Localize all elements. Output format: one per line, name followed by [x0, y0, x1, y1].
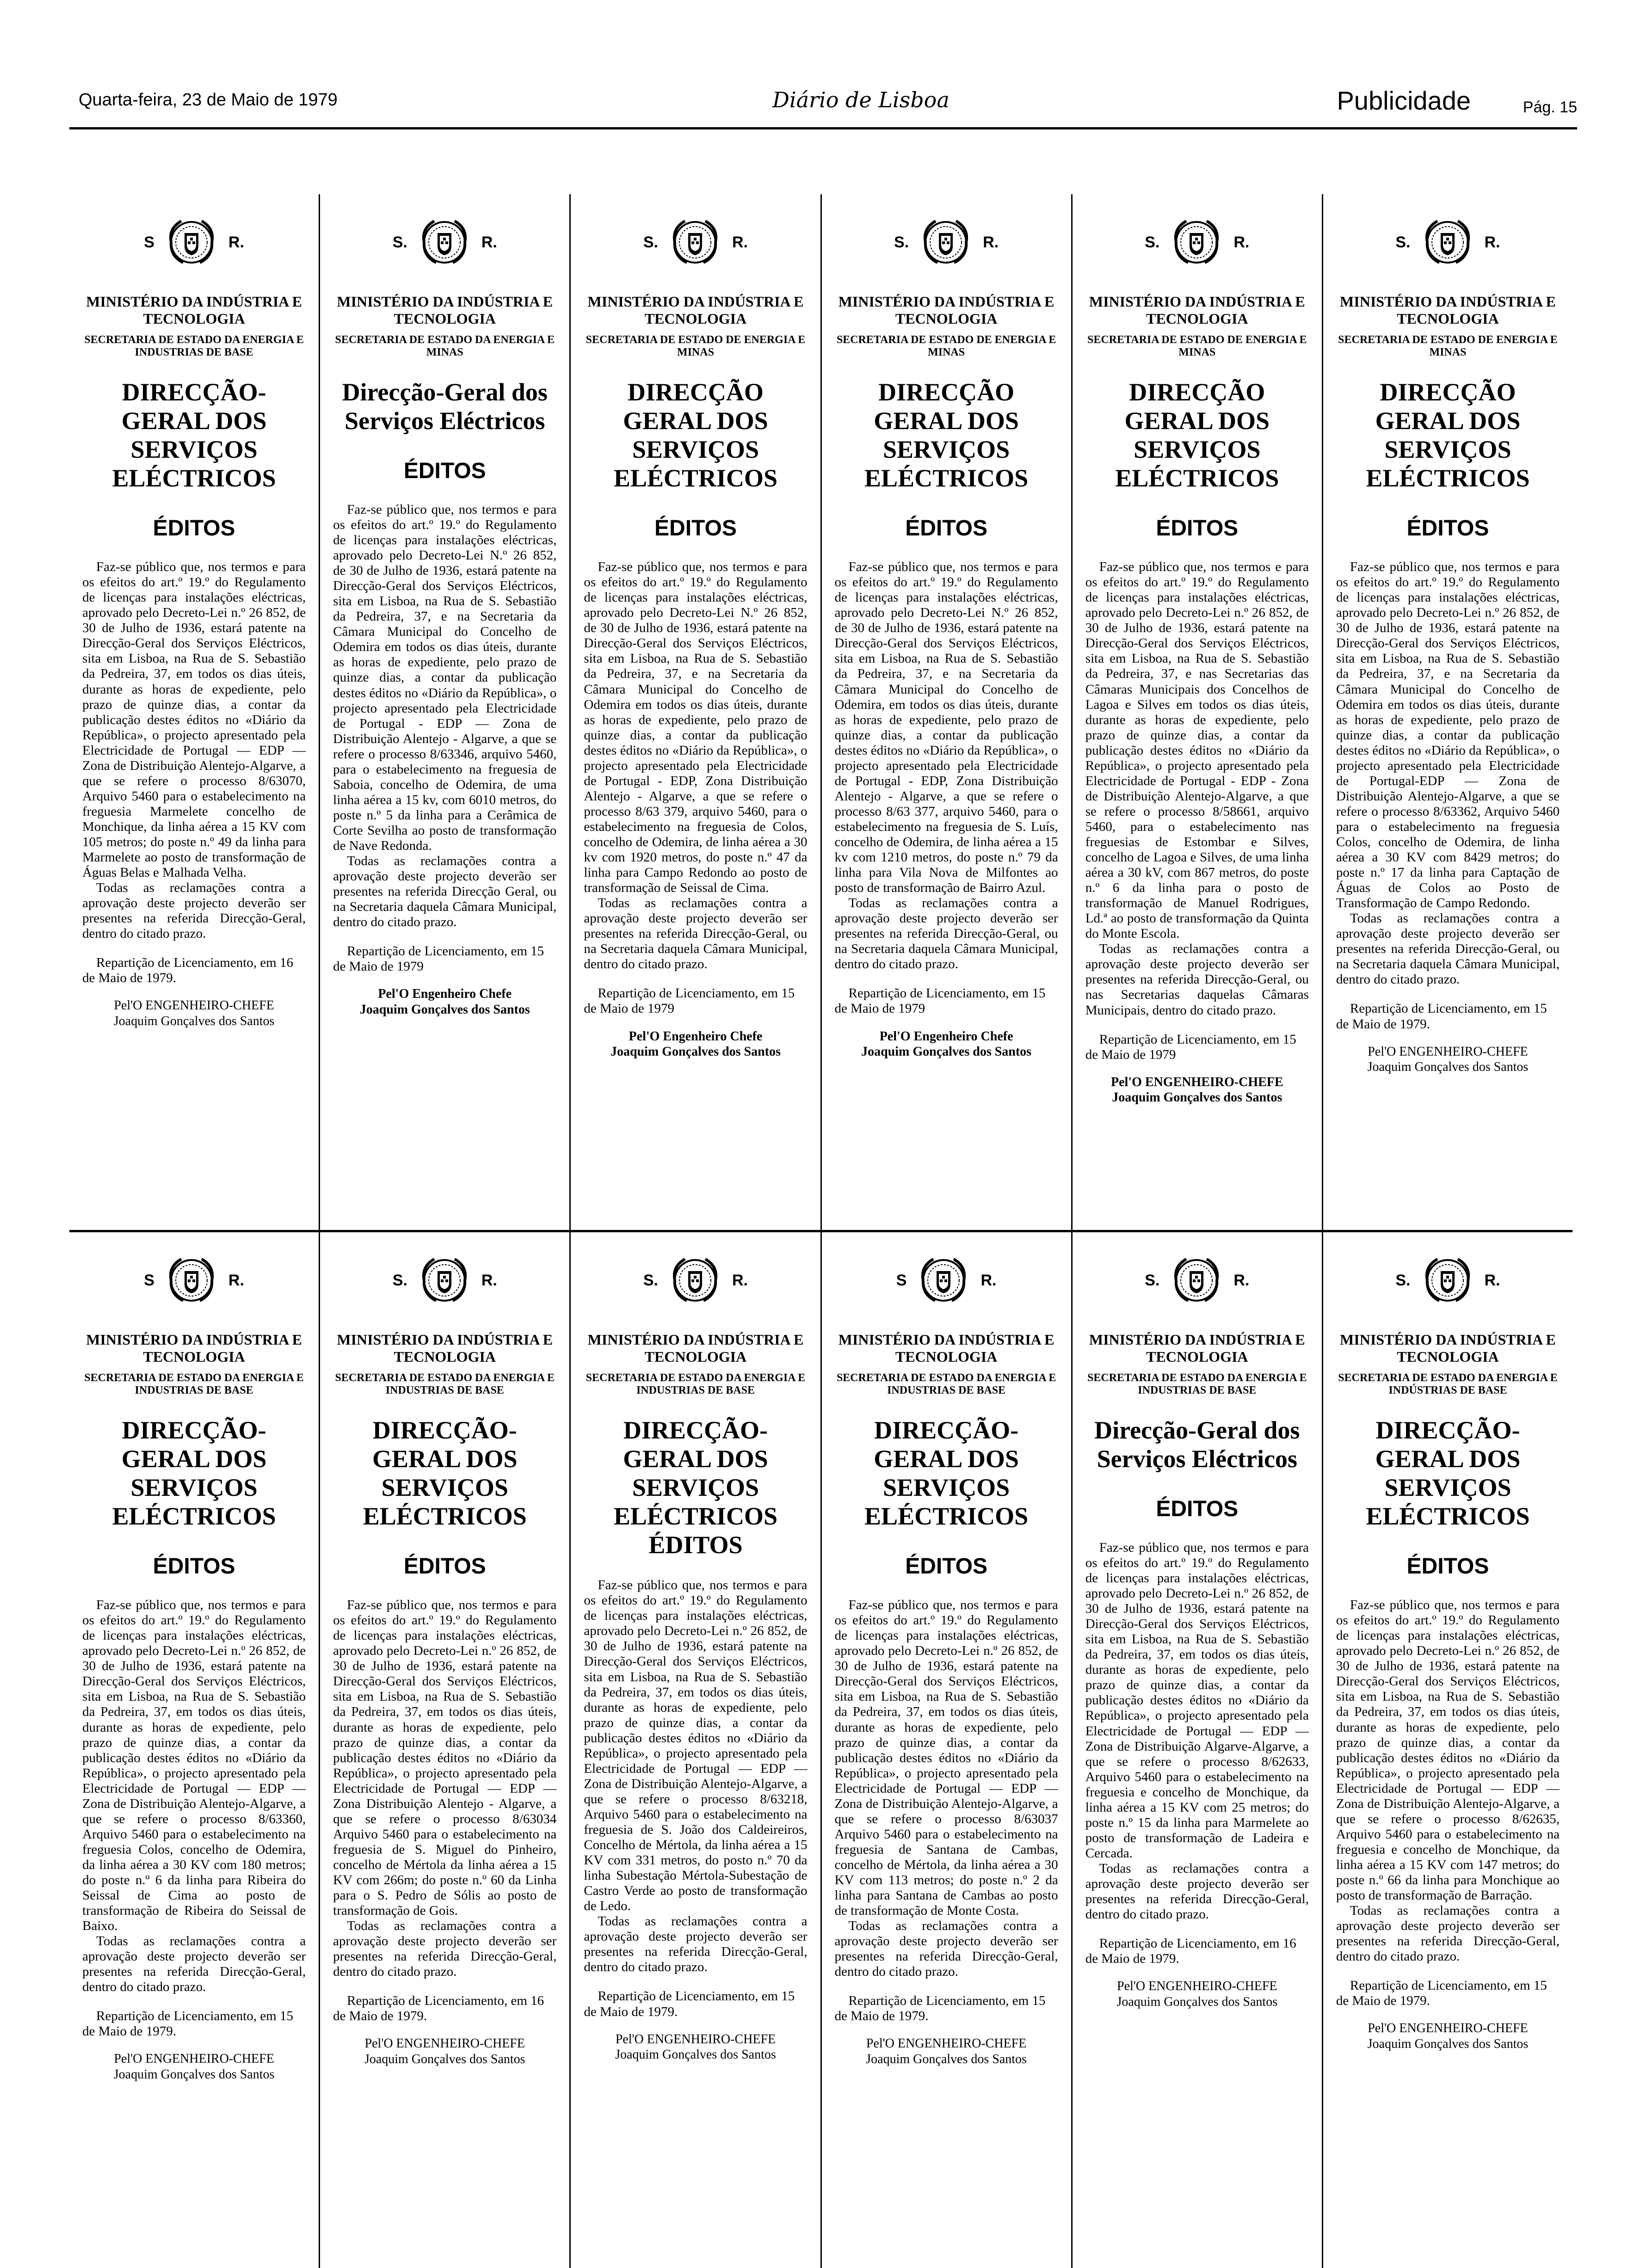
- seal-letter-left: S.: [643, 1271, 658, 1289]
- seal: [82, 1248, 306, 1313]
- signature-name: Joaquim Gonçalves dos Santos: [364, 2052, 525, 2067]
- signature-name: Joaquim Gonçalves dos Santos: [113, 2067, 275, 2082]
- seal-letter-right: R.: [983, 233, 999, 251]
- direccao-heading: DIRECÇÃO-GERAL DOS SERVIÇOS ELÉCTRICOS: [864, 1416, 1029, 1530]
- seal-letter-right: R.: [732, 233, 748, 251]
- reparticao-date: Repartição de Licenciamento, em 15 de Maio de 1979: [834, 986, 1046, 1016]
- reparticao-date: Repartição de Licenciamento, em 15 de Maio de 1979.: [1336, 1001, 1547, 1032]
- notice-column: [319, 1232, 569, 2268]
- notice-paragraph: Todas as reclamações contra a aprovação deste projecto deverão ser presentes na referida Direcção-Geral, dentro do citado prazo.: [1336, 1903, 1560, 1964]
- direccao-heading: Direcção-Geral dos Serviços Eléctricos: [1094, 1416, 1300, 1473]
- reparticao-date: Repartição de Licenciamento, em 15 de Maio de 1979.: [82, 2009, 293, 2039]
- coat-of-arms-icon: [667, 215, 723, 270]
- coat-of-arms-icon: [417, 215, 472, 270]
- secretaria-name: SECRETARIA DE ESTADO DE ENERGIA E MINAS: [1087, 333, 1307, 359]
- direccao-heading: DIRECÇÃO GERAL DOS SERVIÇOS ELÉCTRICOS: [1115, 378, 1279, 492]
- notice-paragraph: Faz-se público que, nos termos e para os efeitos do art.º 19.º do Regulamento de licenças para instalações eléctricas, aprovado pelo Decreto-Lei n.º 26 852, de 30 de Julho de 1936, estará patente na Direcção-Geral dos Serviços Eléctricos, sita em Lisboa, na Rua de S. Sebastião da Pedreira, 37, em todos os dias úteis, durante as horas de expediente, pelo prazo de quinze dias, a contar da publicação destes éditos no «Diário da República», o projecto apresentado pela Electricidade de Portugal — EDP — Zona de Distribuição Algarve-Algarve, a que se refere o processo 8/62633, Arquivo 5460 para o estabelecimento na freguesia e concelho de Monchique, da linha aérea a 15 KV com 25 metros; do poste n.º 15 da linha para Marmelete ao posto de transformação de Ladeira e Cercada.: [1085, 1540, 1309, 1861]
- page-number: Pág. 15: [1523, 98, 1577, 116]
- reparticao-date: Repartição de Licenciamento, em 15 de Maio de 1979: [584, 986, 795, 1016]
- notice-paragraph: Todas as reclamações contra a aprovação deste projecto deverão ser presentes na referida Direcção-Geral, dentro do citado prazo.: [584, 1914, 808, 1975]
- notice-paragraph: Faz-se público que, nos termos e para os efeitos do art.º 19.º do Regulamento de licenças para instalações eléctricas, aprovado pelo Decreto-Lei N.º 26 852, de 30 de Julho de 1936, estará patente na Direcção-Geral dos Serviços Eléctricos, sita em Lisboa, na Rua de S. Sebastião da Pedreira, 37, e na Secretaria da Câmara Municipal do Concelho de Odemira em todos os dias úteis, durante as horas de expediente, pelo prazo de quinze dias, a contar da publicação destes éditos no «Diário da República», o projecto apresentado pela Electricidade de Portugal - EDP, Zona Distribuição Alentejo - Algarve, a que se refere o processo 8/63 379, arquivo 5460, para o estabelecimento na freguesia de Colos, concelho de Odemira, de linha aérea a 30 kv com 1920 metros, do poste n.º 47 da linha para Campo Redondo ao posto de transformação de Seissal de Cima.: [584, 559, 808, 896]
- editos-heading: ÉDITOS: [654, 516, 737, 541]
- issue-date: Quarta-feira, 23 de Maio de 1979: [79, 90, 338, 110]
- notice-paragraph: Faz-se público que, nos termos e para os efeitos do art.º 19.º do Regulamento de licenças para instalações eléctricas, aprovado pelo Decreto-Lei n.º 26 852, de 30 de Julho de 1936, estará patente na Direcção-Geral dos Serviços Eléctricos, sita em Lisboa, na Rua de S. Sebastião da Pedreira, 37, em todos os dias úteis, durante as horas de expediente, pelo prazo de quinze dias, a contar da publicação destes éditos no «Diário da República», o projecto apresentado pela Electricidade de Portugal — EDP — Zona de Distribuição Alentejo-Algarve, a que se refere o processo 8/63037 Arquivo 5460 para o estabelecimento na freguesia de Santana de Cambas, concelho de Mértola, da linha aérea a 30 KV com 113 metros; do poste n.º 2 da linha para Santana de Cambas ao posto de transformação de Monte Costa.: [834, 1598, 1058, 1918]
- notice-body: [584, 1578, 807, 1975]
- coat-of-arms-icon: [164, 1253, 219, 1308]
- notice-paragraph: Todas as reclamações contra a aprovação deste projecto deverão ser presentes na referida Direcção-Geral, dentro do citado prazo.: [333, 1918, 557, 1979]
- notice-body: [1336, 1598, 1560, 1964]
- secretaria-name: SECRETARIA DE ESTADO DE ENERGIA E MINAS: [836, 333, 1056, 359]
- seal-letter-left: S.: [392, 233, 407, 251]
- ministry-name: MINISTÉRIO DA INDÚSTRIA E TECNOLOGIA: [1089, 1331, 1305, 1365]
- seal: [333, 210, 556, 275]
- secretaria-name: SECRETARIA DE ESTADO DA ENERGIA E MINAS: [335, 333, 555, 359]
- ministry-name: MINISTÉRIO DA INDÚSTRIA E TECNOLOGIA: [838, 1331, 1054, 1365]
- seal-letter-left: S: [144, 233, 154, 251]
- signature-title: Pel'O ENGENHEIRO-CHEFE: [114, 998, 274, 1013]
- notice-paragraph: Faz-se público que, nos termos e para os efeitos do art.º 19.º do Regulamento de licenças para instalações eléctricas, aprovado pelo Decreto-Lei N.º 26 852, de 30 de Julho de 1936, estará patente na Direcção-Geral dos Serviços Eléctricos, sita em Lisboa, na Rua de S. Sebastião da Pedreira, 37, e na Secretaria da Câmara Municipal do Concelho de Odemira, em todos os dias úteis, durante as horas de expediente, pelo prazo de quinze dias, a contar da publicação destes éditos no «Diário da República», o projecto apresentado pela Electricidade de Portugal - EDP, Zona Distribuição Alentejo - Algarve, a que se refere o processo 8/63 377, arquivo 5460, para o estabelecimento na freguesia de S. Luís, concelho de Odemira, de linha aérea a 15 kv com 1210 metros, do poste n.º 79 da linha para Vila Nova de Milfontes ao posto de transformação de Bairro Azul.: [834, 559, 1058, 896]
- signature-name: Joaquim Gonçalves dos Santos: [866, 2052, 1027, 2067]
- seal-letter-left: S.: [1395, 1271, 1411, 1289]
- signature: [1085, 1075, 1309, 1106]
- editos-heading: ÉDITOS: [403, 458, 486, 483]
- reparticao-date: Repartição de Licenciamento, em 15 de Maio de 1979.: [584, 1989, 795, 2019]
- notice-paragraph: Faz-se público que, nos termos e para os efeitos do art.º 19.º do Regulamento de licenças para instalações eléctricas, aprovado pelo Decreto-Lei n.º 26 852, de 30 de Julho de 1936, estará patente na Direcção-Geral dos Serviços Eléctricos, sita em Lisboa, na Rua de S. Sebastião da Pedreira, 37, em todos os dias úteis, durante as horas de expediente, pelo prazo de quinze dias, a contar da publicação destes éditos no «Diário da República», o projecto apresentado pela Electricidade de Portugal — EDP — Zona de Distribuição Alentejo-Algarve, a que se refere o processo 8/63070, Arquivo 5460 para o estabelecimento na freguesia Marmelete concelho de Monchique, da linha aérea a 15 KV com 105 metros; do poste n.º 49 da linha para Marmelete ao posto de transformação de Águas Belas e Malhada Velha.: [82, 559, 306, 880]
- signature-title: Pel'O ENGENHEIRO-CHEFE: [1368, 2021, 1528, 2036]
- notice-column: [1322, 1232, 1572, 2268]
- signature-name: Joaquim Gonçalves dos Santos: [1367, 1060, 1529, 1075]
- notice-paragraph: Faz-se público que, nos termos e para os efeitos do art.º 19.º do Regulamento de licenças para instalações eléctricas, aprovado pelo Decreto-Lei n.º 26 852, de 30 de Julho de 1936, estará patente na Direcção-Geral dos Serviços Eléctricos, sita em Lisboa, na Rua de S. Sebastião da Pedreira, 37, e na Secretaria da Câmara Municipal do Concelho de Odemira em todos os dias úteis, durante as horas de expediente, pelo prazo de quinze dias, a contar da publicação destes éditos no «Diário da República», o projecto apresentado pela Electricidade de Portugal-EDP — Zona de Distribuição Alentejo-Algarve, a que se refere o processo 8/63362, Arquivo 5460 para o estabelecimento na freguesia Colos, concelho de Odemira, de linha aérea a 30 KV com 8429 metros; do poste n.º 17 da linha para Captação de Águas de Colos ao Posto de Transformação de Campo Redondo.: [1336, 559, 1560, 911]
- seal: [835, 1248, 1058, 1313]
- notice-body: [82, 559, 306, 941]
- seal: [835, 210, 1058, 275]
- editos-heading: ÉDITOS: [153, 516, 235, 541]
- notice-paragraph: Faz-se público que, nos termos e para os efeitos do art.º 19.º do Regulamento de licenças para instalações eléctricas, aprovado pelo Decreto-Lei n.º 26 852, de 30 de Julho de 1936, estará patente na Direcção-Geral dos Serviços Eléctricos, sita em Lisboa, na Rua de S. Sebastião da Pedreira, 37, e nas Secretarias das Câmaras Municipais dos Concelhos de Lagoa e Silves em todos os dias úteis, durante as horas de expediente, pelo prazo de quinze dias, a contar da publicação destes éditos no «Diário da República», o projecto apresentado pela Electricidade de Portugal - EDP - Zona de Distribuição Alentejo-Algarve, a que se refere o processo 8/58661, arquivo 5460, para o estabelecimento nas freguesias de Estombar e Silves, concelho de Lagoa e Silves, de uma linha aérea a 30 kV, com 867 metros, do poste n.º 6 da linha para o posto de transformação de Manuel Rodrigues, Ld.ª ao posto de transformação da Quinta do Monte Escola.: [1085, 559, 1309, 941]
- seal: [584, 210, 807, 275]
- signature: [333, 986, 556, 1017]
- secretaria-name: SECRETARIA DE ESTADO DA ENERGIA E INDUSTRIAS DE BASE: [84, 333, 304, 359]
- notice-column: [69, 194, 319, 1230]
- secretaria-name: SECRETARIA DE ESTADO DA ENERGIA E INDUSTRIAS DE BASE: [335, 1371, 555, 1397]
- signature: [584, 2032, 807, 2063]
- notice-column: [1322, 194, 1572, 1230]
- seal-letter-right: R.: [1484, 1271, 1500, 1289]
- seal-letter-left: S.: [643, 233, 658, 251]
- ministry-name: MINISTÉRIO DA INDÚSTRIA E TECNOLOGIA: [86, 1331, 302, 1365]
- secretaria-name: SECRETARIA DE ESTADO DA ENERGIA E INDUSTRIAS DE BASE: [836, 1371, 1056, 1397]
- ministry-name: MINISTÉRIO DA INDÚSTRIA E TECNOLOGIA: [337, 1331, 553, 1365]
- signature: [82, 2051, 306, 2082]
- signature-name: Joaquim Gonçalves dos Santos: [359, 1002, 530, 1017]
- editos-heading: ÉDITOS: [1156, 516, 1239, 541]
- seal: [1085, 1248, 1309, 1313]
- direccao-heading: DIRECÇÃO GERAL DOS SERVIÇOS ELÉCTRICOS: [613, 378, 777, 492]
- signature: [1336, 2021, 1560, 2052]
- notice-column: [1071, 1232, 1322, 2268]
- editos-heading: ÉDITOS: [1406, 1554, 1489, 1579]
- coat-of-arms-icon: [417, 1253, 472, 1308]
- coat-of-arms-icon: [1169, 1253, 1224, 1308]
- direccao-heading: DIRECÇÃO GERAL DOS SERVIÇOS ELÉCTRICOS: [1366, 378, 1530, 492]
- notices-grid: [69, 194, 1572, 2268]
- signature-name: Joaquim Gonçalves dos Santos: [861, 1045, 1032, 1059]
- notices-row: [69, 194, 1572, 1230]
- reparticao-date: Repartição de Licenciamento, em 15 de Maio de 1979: [333, 944, 544, 974]
- notice-body: [1085, 559, 1309, 1018]
- direccao-heading: Direcção-Geral dos Serviços Eléctricos: [342, 378, 548, 435]
- seal: [1085, 210, 1309, 275]
- secretaria-name: SECRETARIA DE ESTADO DE ENERGIA E MINAS: [1338, 333, 1558, 359]
- coat-of-arms-icon: [1169, 215, 1224, 270]
- seal: [82, 210, 306, 275]
- notice-column: [820, 194, 1071, 1230]
- signature-title: Pel'O Engenheiro Chefe: [629, 1029, 763, 1044]
- notice-paragraph: Todas as reclamações contra a aprovação deste projecto deverão ser presentes na referida Direcção Geral, ou na Secretaria daquela Câmara Municipal, dentro do citado prazo.: [333, 854, 557, 930]
- direccao-heading: DIRECÇÃO-GERAL DOS SERVIÇOS ELÉCTRICOS: [1366, 1416, 1530, 1530]
- editos-heading: ÉDITOS: [153, 1554, 235, 1579]
- seal-letter-left: S.: [1145, 1271, 1160, 1289]
- notice-paragraph: Todas as reclamações contra a aprovação deste projecto deverão ser presentes na referida Direcção-Geral, ou na Secretaria daquela Câmara Municipal, dentro do citado prazo.: [1336, 911, 1560, 987]
- notice-paragraph: Todas as reclamações contra a aprovação deste projecto deverão ser presentes na referida Direcção-Geral, dentro do citado prazo.: [1085, 1861, 1309, 1922]
- notice-body: [333, 1598, 556, 1979]
- seal-letter-left: S.: [1395, 233, 1411, 251]
- signature-title: Pel'O ENGENHEIRO-CHEFE: [114, 2052, 274, 2066]
- notice-body: [1336, 559, 1560, 987]
- secretaria-name: SECRETARIA DE ESTADO DA ENERGIA E INDÚSTRIAS DE BASE: [1338, 1371, 1558, 1397]
- signature-name: Joaquim Gonçalves dos Santos: [1116, 1994, 1278, 2009]
- coat-of-arms-icon: [667, 1253, 723, 1308]
- direccao-heading: DIRECÇÃO GERAL DOS SERVIÇOS ELÉCTRICOS: [864, 378, 1029, 492]
- seal-letter-right: R.: [1484, 233, 1500, 251]
- reparticao-date: Repartição de Licenciamento, em 15 de Maio de 1979.: [1336, 1978, 1547, 2009]
- signature-name: Joaquim Gonçalves dos Santos: [113, 1014, 275, 1029]
- notice-paragraph: Faz-se público que, nos termos e para os efeitos do art.º 19.º do Regulamento de licenças para instalações eléctricas, aprovado pelo Decreto-Lei n.º 26 852, de 30 de Julho de 1936, estará patente na Direcção-Geral dos Serviços Eléctricos, sita em Lisboa, na Rua de S. Sebastião da Pedreira, 37, em todos os dias úteis, durante as horas de expediente, pelo prazo de quinze dias, a contar da publicação destes éditos no «Diário da República», o projecto apresentado pela Electricidade de Portugal — EDP — Zona Distribuição Alentejo - Algarve, a que se refere o processo 8/63034 Arquivo 5460 para o estabelecimento na freguesia de S. Miguel do Pinheiro, concelho de Mértola da linha aérea a 15 KV com 266m; do poste n.º 60 da Linha para o S. Pedro de Sólis ao posto de transformação de Gois.: [333, 1598, 557, 1918]
- signature-title: Pel'O ENGENHEIRO-CHEFE: [1368, 1044, 1528, 1059]
- notice-column: [69, 1232, 319, 2268]
- reparticao-date: Repartição de Licenciamento, em 16 de Maio de 1979.: [82, 955, 293, 986]
- signature-title: Pel'O Engenheiro Chefe: [879, 1029, 1013, 1044]
- signature-title: Pel'O ENGENHEIRO-CHEFE: [364, 2036, 525, 2051]
- signature: [1085, 1979, 1309, 2010]
- ministry-name: MINISTÉRIO DA INDÚSTRIA E TECNOLOGIA: [86, 293, 302, 327]
- ministry-name: MINISTÉRIO DA INDÚSTRIA E TECNOLOGIA: [587, 293, 804, 327]
- seal: [333, 1248, 556, 1313]
- notice-body: [835, 559, 1058, 972]
- seal-letter-left: S: [144, 1271, 154, 1289]
- coat-of-arms-icon: [916, 1253, 971, 1308]
- ministry-name: MINISTÉRIO DA INDÚSTRIA E TECNOLOGIA: [1340, 293, 1556, 327]
- reparticao-date: Repartição de Licenciamento, em 15 de Maio de 1979: [1085, 1032, 1296, 1062]
- signature: [835, 1029, 1058, 1060]
- notice-body: [82, 1598, 306, 1995]
- signature-name: Joaquim Gonçalves dos Santos: [615, 2047, 776, 2062]
- seal-letter-right: R.: [481, 1271, 497, 1289]
- editos-heading: ÉDITOS: [1406, 516, 1489, 541]
- seal-letter-left: S.: [1145, 233, 1160, 251]
- notice-paragraph: Faz-se público que, nos termos e para os efeitos do art.º 19.º do Regulamento de licenças para instalações eléctricas, aprovado pelo Decreto-Lei n.º 26 852, de 30 de Julho de 1936, estará patente na Direcção-Geral dos Serviços Eléctricos, sita em Lisboa, na Rua de S. Sebastião da Pedreira, 37, em todos os dias úteis, durante as horas de expediente, pelo prazo de quinze dias, a contar da publicação destes éditos no «Diário da República», o projecto apresentado pela Electricidade de Portugal — EDP — Zona de Distribuição Alentejo-Algarve, a que se refere o processo 8/63218, Arquivo 5460 para o estabelecimento na freguesia de S. João dos Caldeireiros, Concelho de Mértola, da linha aérea a 15 KV com 331 metros, do posto n.º 70 da linha Subestação Mértola-Subestação de Castro Verde ao posto de transformação de Ledo.: [584, 1578, 808, 1914]
- secretaria-name: SECRETARIA DE ESTADO DA ENERGIA E INDUSTRIAS DE BASE: [1087, 1371, 1307, 1397]
- seal-letter-left: S: [896, 1271, 907, 1289]
- notice-body: [584, 559, 807, 972]
- notice-paragraph: Todas as reclamações contra a aprovação deste projecto deverão ser presentes na referida Direcção-Geral, dentro do citado prazo.: [82, 1934, 306, 1995]
- notice-paragraph: Faz-se público que, nos termos e para os efeitos do art.º 19.º do Regulamento de licenças para instalações eléctricas, aprovado pelo Decreto-Lei n.º 26 852, de 30 de Julho de 1936, estará patente na Direcção-Geral dos Serviços Eléctricos, sita em Lisboa, na Rua de S. Sebastião da Pedreira, 37, em todos os dias úteis, durante as horas de expediente, pelo prazo de quinze dias, a contar da publicação destes éditos no «Diário da República», o projecto apresentado pela Electricidade de Portugal — EDP — Zona de Distribuição Alentejo-Algarve, a que se refere o processo 8/62635, Arquivo 5460 para o estabelecimento na freguesia e concelho de Monchique, da linha aérea a 15 KV com 147 metros; do poste n.º 66 da linha para Monchique ao posto de transformação de Barração.: [1336, 1598, 1560, 1903]
- seal-letter-right: R.: [228, 233, 244, 251]
- coat-of-arms-icon: [918, 215, 974, 270]
- direccao-heading: DIRECÇÃO-GERAL DOS SERVIÇOS ELÉCTRICOS: [112, 1416, 276, 1530]
- ministry-name: MINISTÉRIO DA INDÚSTRIA E TECNOLOGIA: [337, 293, 553, 327]
- seal-letter-left: S.: [894, 233, 909, 251]
- seal: [584, 1248, 807, 1313]
- signature: [333, 2036, 556, 2067]
- direccao-heading: DIRECÇÃO-GERAL DOS SERVIÇOS ELÉCTRICOS: [363, 1416, 527, 1530]
- secretaria-name: SECRETARIA DE ESTADO DE ENERGIA E MINAS: [586, 333, 806, 359]
- notice-body: [1085, 1540, 1309, 1922]
- signature-title: Pel'O ENGENHEIRO-CHEFE: [1110, 1075, 1283, 1089]
- editos-heading: ÉDITOS: [403, 1554, 486, 1579]
- signature: [1336, 1044, 1560, 1075]
- seal-letter-right: R.: [980, 1271, 997, 1289]
- notice-column: [569, 1232, 820, 2268]
- signature-title: Pel'O ENGENHEIRO-CHEFE: [615, 2032, 776, 2047]
- signature-title: Pel'O Engenheiro Chefe: [378, 987, 512, 1002]
- seal-letter-right: R.: [1233, 1271, 1250, 1289]
- notice-column: [319, 194, 569, 1230]
- newspaper-title: Diário de Lisboa: [772, 87, 950, 112]
- signature: [82, 998, 306, 1029]
- notice-body: [835, 1598, 1058, 1979]
- notice-column: [820, 1232, 1071, 2268]
- notice-paragraph: Todas as reclamações contra a aprovação deste projecto deverão ser presentes na referida Direcção-Geral, dentro do citado prazo.: [82, 880, 306, 941]
- reparticao-date: Repartição de Licenciamento, em 16 de Maio de 1979.: [333, 1993, 544, 2024]
- notice-paragraph: Todas as reclamações contra a aprovação deste projecto deverão ser presentes na referida Direcção-Geral, ou na Secretaria daquela Câmara Municipal, dentro do citado prazo.: [834, 896, 1058, 972]
- seal-letter-right: R.: [732, 1271, 748, 1289]
- secretaria-name: SECRETARIA DE ESTADO DA ENERGIA E INDUSTRIAS DE BASE: [84, 1371, 304, 1397]
- ministry-name: MINISTÉRIO DA INDÚSTRIA E TECNOLOGIA: [1340, 1331, 1556, 1365]
- signature-title: Pel'O ENGENHEIRO-CHEFE: [866, 2036, 1027, 2051]
- notices-row: [69, 1230, 1572, 2268]
- notice-column: [1071, 194, 1322, 1230]
- reparticao-date: Repartição de Licenciamento, em 16 de Maio de 1979.: [1085, 1936, 1296, 1967]
- notice-column: [569, 194, 820, 1230]
- notice-paragraph: Faz-se público que, nos termos e para os efeitos do art.º 19.º do Regulamento de licenças para instalações eléctricas, aprovado pelo Decreto-Lei N.º 26 852, de 30 de Julho de 1936, estará patente na Direcção-Geral dos Serviços Eléctricos, sita em Lisboa, na Rua de S. Sebastião da Pedreira, 37, e na Secretaria da Câmara Municipal do Concelho de Odemira em todos os dias úteis, durante as horas de expediente, pelo prazo de quinze dias, a contar da publicação destes éditos no «Diário da República», o projecto apresentado pela Electricidade de Portugal - EDP — Zona de Distribuição Alentejo - Algarve, a que se refere o processo 8/63346, arquivo 5460, para o estabelecimento na freguesia de Saboia, concelho de Odemira, de uma linha aérea a 15 kv, com 6010 metros, do poste n.º 5 da linha para a Cerâmica de Corte Sevilha ao posto de transformação de Nave Redonda.: [333, 502, 557, 853]
- direccao-heading: DIRECÇÃO-GERAL DOS SERVIÇOS ELÉCTRICOS: [112, 378, 276, 492]
- signature: [584, 1029, 807, 1060]
- seal: [1336, 1248, 1560, 1313]
- ministry-name: MINISTÉRIO DA INDÚSTRIA E TECNOLOGIA: [1089, 293, 1305, 327]
- notice-paragraph: Todas as reclamações contra a aprovação deste projecto deverão ser presentes na referida Direcção-Geral, dentro do citado prazo.: [834, 1918, 1058, 1979]
- signature-title: Pel'O ENGENHEIRO-CHEFE: [1117, 1979, 1277, 1994]
- reparticao-date: Repartição de Licenciamento, em 15 de Maio de 1979.: [834, 1993, 1046, 2024]
- signature-name: Joaquim Gonçalves dos Santos: [610, 1045, 781, 1059]
- seal-letter-left: S.: [392, 1271, 407, 1289]
- seal: [1336, 210, 1560, 275]
- page-header: [69, 86, 1577, 129]
- editos-heading: ÉDITOS: [1156, 1496, 1239, 1521]
- secretaria-name: SECRETARIA DE ESTADO DA ENERGIA E INDUSTRIAS DE BASE: [586, 1371, 806, 1397]
- coat-of-arms-icon: [1420, 1253, 1475, 1308]
- seal-letter-right: R.: [228, 1271, 244, 1289]
- ministry-name: MINISTÉRIO DA INDÚSTRIA E TECNOLOGIA: [838, 293, 1054, 327]
- signature: [835, 2036, 1058, 2067]
- seal-letter-right: R.: [481, 233, 497, 251]
- notice-paragraph: Todas as reclamações contra a aprovação deste projecto deverão ser presentes na referida Direcção-Geral, ou nas Secretarias daquelas Câmaras Municipais, dentro do citado prazo.: [1085, 941, 1309, 1018]
- signature-name: Joaquim Gonçalves dos Santos: [1112, 1090, 1283, 1105]
- section-title: Publicidade: [1337, 86, 1471, 115]
- notice-body: [333, 502, 556, 930]
- notice-paragraph: Faz-se público que, nos termos e para os efeitos do art.º 19.º do Regulamento de licenças para instalações eléctricas, aprovado pelo Decreto-Lei n.º 26 852, de 30 de Julho de 1936, estará patente na Direcção-Geral dos Serviços Eléctricos, sita em Lisboa, na Rua de S. Sebastião da Pedreira, 37, em todos os dias úteis, durante as horas de expediente, pelo prazo de quinze dias, a contar da publicação destes éditos no «Diário da República», o projecto apresentado pela Electricidade de Portugal — EDP — Zona de Distribuição Alentejo-Algarve, a que se refere o processo 8/63360, Arquivo 5460 para o estabelecimento na freguesia Colos, concelho de Odemira, da linha aérea a 30 KV com 180 metros; do poste n.º 6 da linha para Ribeira do Seissal de Cima ao posto de transformação de Ribeira do Seissal de Baixo.: [82, 1598, 306, 1934]
- seal-letter-right: R.: [1233, 233, 1250, 251]
- signature-name: Joaquim Gonçalves dos Santos: [1367, 2036, 1529, 2051]
- direccao-heading: DIRECÇÃO-GERAL DOS SERVIÇOS ELÉCTRICOS ÉDITOS: [613, 1416, 777, 1559]
- ministry-name: MINISTÉRIO DA INDÚSTRIA E TECNOLOGIA: [587, 1331, 804, 1365]
- coat-of-arms-icon: [1420, 215, 1475, 270]
- coat-of-arms-icon: [164, 215, 219, 270]
- editos-heading: ÉDITOS: [905, 516, 988, 541]
- notice-paragraph: Todas as reclamações contra a aprovação deste projecto deverão ser presentes na referida Direcção-Geral, ou na Secretaria daquela Câmara Municipal, dentro do citado prazo.: [584, 896, 808, 972]
- editos-heading: ÉDITOS: [905, 1554, 988, 1579]
